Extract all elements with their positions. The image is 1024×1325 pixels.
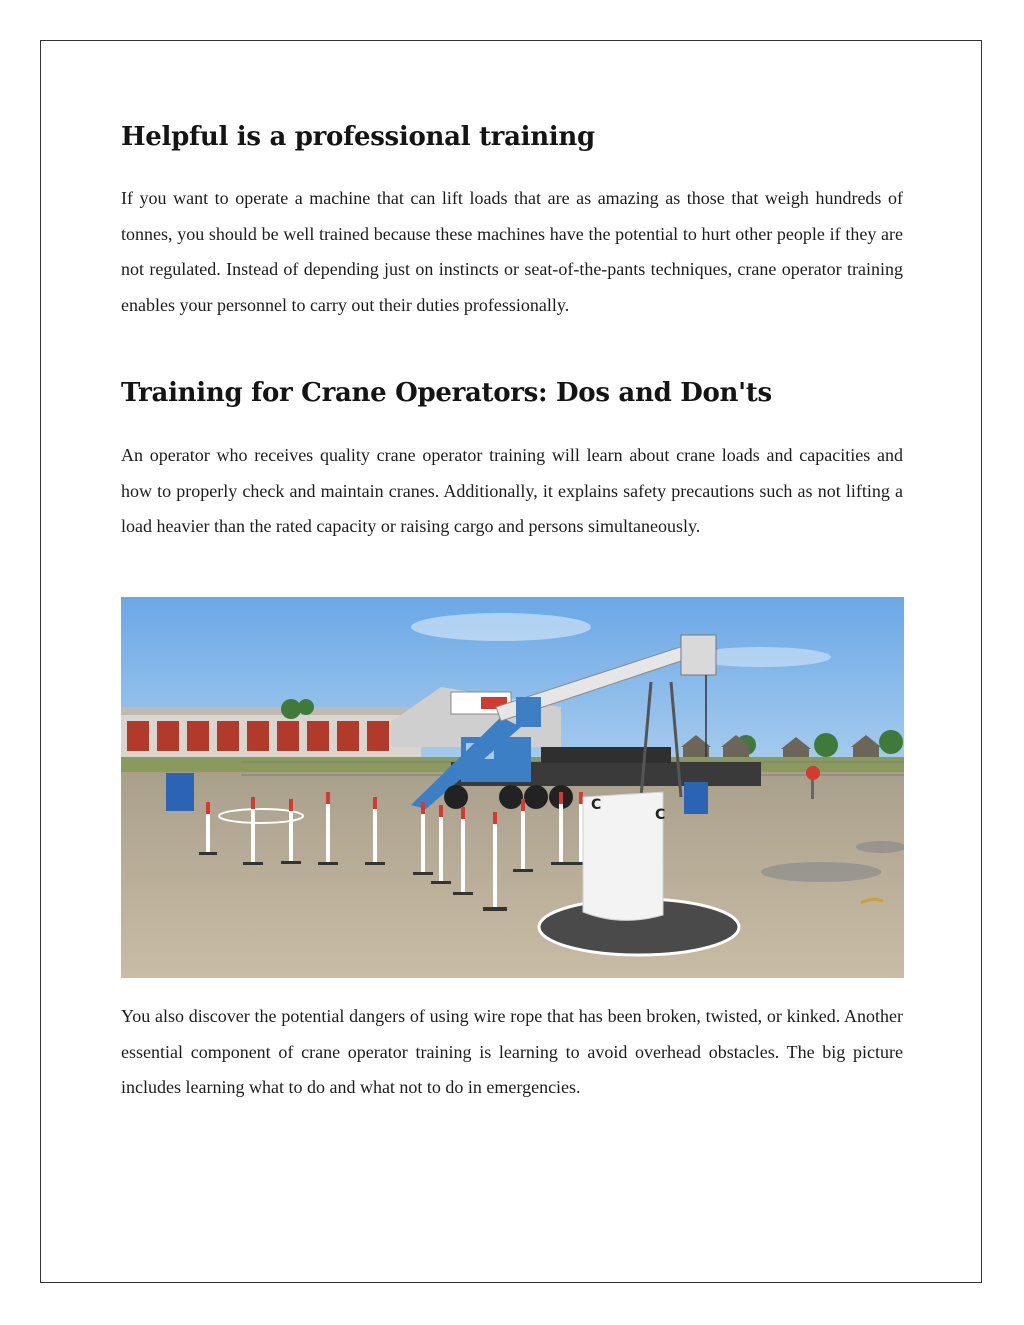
- white-target-drum: [583, 792, 665, 920]
- paragraph-dangers: You also discover the potential dangers of using wire rope that has been broken, twisted, or kinked. Another essential component of crane operator training is learning to avoid overhead obstacles. The big picture includes learning what to do and what not to do in emergencies.: [121, 1006, 903, 1097]
- paragraph-intro: If you want to operate a machine that can lift loads that are as amazing as those that weigh hundreds of tonnes, you should be well trained because these machines have the potential to hurt other people if they are not regulated. Instead of depending just on instincts or seat-of-the-pants techniques, crane operator training enables your personnel to carry out their duties professionally.: [121, 188, 903, 315]
- drum-letter-right: C: [655, 807, 666, 823]
- section-heading-professional-training: Helpful is a professional training: [121, 122, 595, 152]
- blue-barrel: [166, 773, 194, 811]
- section-heading-dos-and-donts: Training for Crane Operators: Dos and Don'ts: [121, 378, 772, 408]
- crane-training-photo: [121, 597, 904, 978]
- blue-barrel: [684, 782, 708, 814]
- paragraph-dos-and-donts: An operator who receives quality crane operator training will learn about crane loads and capacities and how to properly check and maintain cranes. Additionally, it explains safety precautions such as not lifting a load heavier than the rated capacity or raising cargo and persons simultaneously.: [121, 445, 903, 536]
- drum-letter-left: C: [591, 797, 602, 813]
- storage-building: [121, 707, 421, 762]
